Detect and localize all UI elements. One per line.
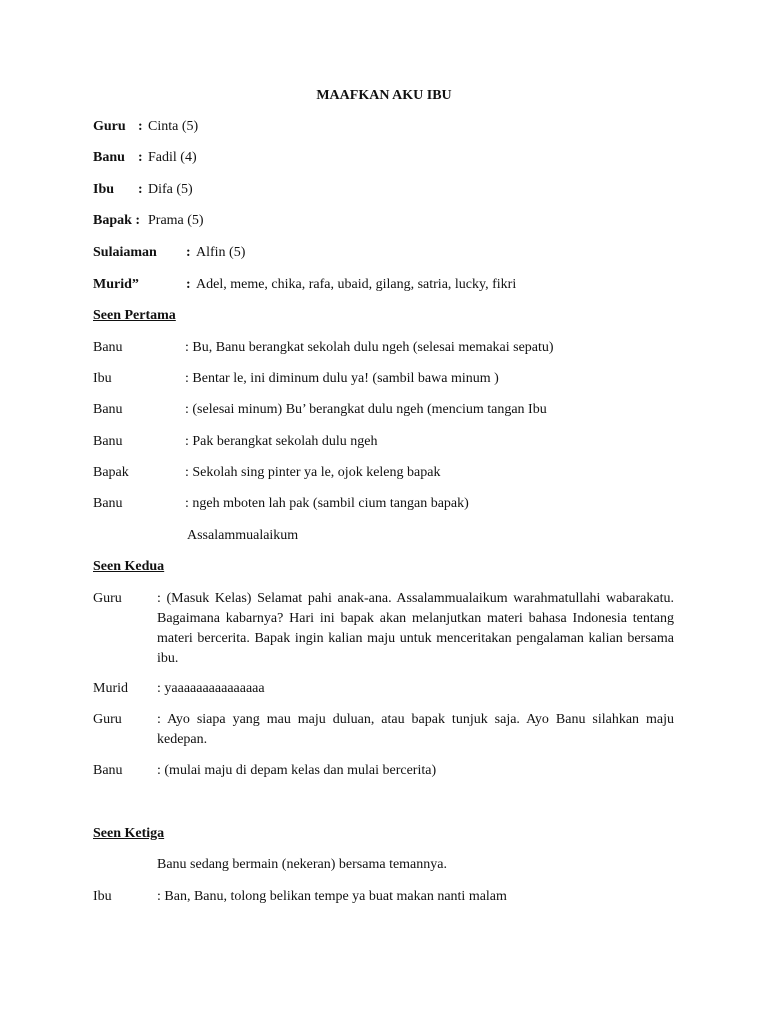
speaker-name: Guru: [93, 591, 122, 606]
cast-role: Banu: [93, 150, 125, 165]
dialogue-line: : (selesai minum) Bu’ berangkat dulu ngeh (mencium tangan Ibu: [185, 402, 547, 417]
cast-separator: :: [138, 119, 143, 134]
speaker-name: Ibu: [93, 889, 112, 904]
dialogue-paragraph: : (Masuk Kelas) Selamat pahi anak-ana. Assalammualaikum warahmatullahi wabarakatu. Bagaimana kabarnya? Hari ini bapak akan melanjutkan materi bahasa Indonesia tentang materi bercerita. Bapak ingin kalian maju untuk menceritakan pengalaman kalian bersama ibu.: [157, 591, 674, 666]
cast-role: Sulaiaman: [93, 245, 157, 260]
cast-row: [93, 277, 517, 293]
narration-line: Banu sedang bermain (nekeran) bersama temannya.: [157, 857, 447, 872]
cast-row: [93, 119, 199, 135]
cast-name: Adel, meme, chika, rafa, ubaid, gilang, satria, lucky, fikri: [196, 277, 517, 292]
cast-role: Murid”: [93, 277, 139, 292]
dialogue-line: : (mulai maju di depam kelas dan mulai bercerita): [157, 763, 437, 778]
cast-role: Bapak :: [93, 213, 141, 228]
cast-separator: :: [138, 150, 143, 165]
dialogue-line: : Bentar le, ini diminum dulu ya! (sambil bawa minum ): [185, 371, 499, 386]
speaker-name: Murid: [93, 681, 128, 696]
dialogue-continuation: Assalammualaikum: [187, 528, 299, 543]
dialogue-line: : Pak berangkat sekolah dulu ngeh: [185, 434, 378, 449]
cast-separator: :: [186, 245, 191, 260]
dialogue-line: : yaaaaaaaaaaaaaaa: [157, 681, 265, 696]
cast-separator: :: [186, 277, 191, 292]
scene-heading: Seen Kedua: [93, 559, 165, 574]
cast-row: [93, 182, 193, 198]
cast-name: Fadil (4): [148, 150, 197, 165]
speaker-name: Banu: [93, 402, 123, 417]
cast-row: [93, 213, 204, 229]
cast-name: Prama (5): [148, 213, 204, 228]
document-title: MAAFKAN AKU IBU: [316, 88, 452, 103]
cast-name: Difa (5): [148, 182, 193, 197]
scene-heading: Seen Pertama: [93, 308, 176, 323]
speaker-name: Banu: [93, 434, 123, 449]
cast-row: [93, 245, 246, 261]
scene-heading: Seen Ketiga: [93, 826, 165, 841]
dialogue-paragraph: : Ayo siapa yang mau maju duluan, atau bapak tunjuk saja. Ayo Banu silahkan maju kedepan.: [157, 712, 674, 747]
speaker-name: Bapak: [93, 465, 129, 480]
dialogue-line: : Ban, Banu, tolong belikan tempe ya buat makan nanti malam: [157, 889, 507, 904]
dialogue-line: : Bu, Banu berangkat sekolah dulu ngeh (selesai memakai sepatu): [185, 340, 554, 355]
dialogue-line: : ngeh mboten lah pak (sambil cium tangan bapak): [185, 496, 469, 511]
cast-separator: :: [138, 182, 143, 197]
speaker-name: Banu: [93, 340, 123, 355]
speaker-name: Banu: [93, 763, 123, 778]
cast-role: Guru: [93, 119, 126, 134]
cast-row: [93, 150, 197, 166]
speaker-name: Ibu: [93, 371, 112, 386]
cast-name: Alfin (5): [196, 245, 246, 260]
dialogue-line: : Sekolah sing pinter ya le, ojok keleng bapak: [185, 465, 441, 480]
speaker-name: Banu: [93, 496, 123, 511]
speaker-name: Guru: [93, 712, 122, 727]
cast-role: Ibu: [93, 182, 115, 197]
cast-name: Cinta (5): [148, 119, 199, 134]
